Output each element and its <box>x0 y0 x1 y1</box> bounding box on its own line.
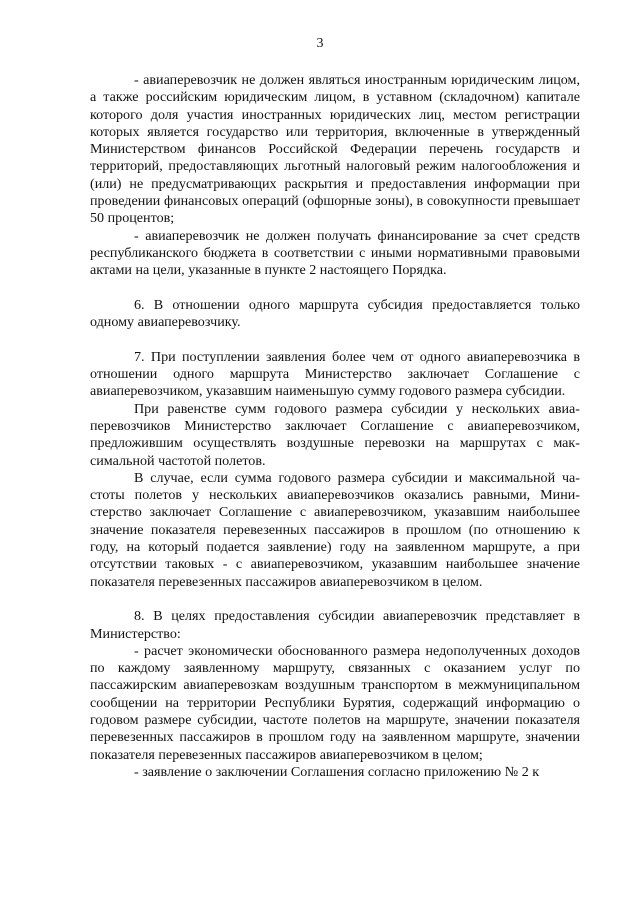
paragraph-spacer <box>90 280 580 297</box>
paragraph-budget-financing-condition: - авиаперевозчик не должен получать финансирование за счет средств республиканского бюджета в соответствии с иными нормативными правовыми актами на цели, указанные в пункте 2 настоящего Порядка. <box>90 227 580 279</box>
paragraph-spacer <box>90 591 580 608</box>
paragraph-spacer <box>90 331 580 348</box>
paragraph-item-6: 6. В отношении одного маршрута субсидия предоставляется только одному авиаперевозчику. <box>90 296 580 331</box>
paragraph-item-7: 7. При поступлении заявления более чем от одного авиаперевозчика в отношении одного маршрута Министерство заключает Соглашение с авиаперевозчиком, указавшим наименьшую сумму годового размера субсидии. <box>90 348 580 400</box>
paragraph-equal-subsidy: При равенстве сумм годового размера субсидии у нескольких авиаперевозчиков Министерство заключает Соглашение с авиаперевозчиком, предложившим осуществлять воздушные перевозки на маршрутах с максимальной частотой полетов. <box>90 400 580 469</box>
paragraph-income-calculation: - расчет экономически обоснованного размера недополученных доходов по каждому заявленному маршруту, связанных с оказанием услуг по пассажирским авиаперевозкам воздушным транспортом в межмуниципальном сообщении на территории Республики Бурятия, содержащий информацию о годовом размере субсидии, частоте полетов на маршруте, значении показателя перевезенных пассажиров в прошлом году на заявленном маршруте, значении показателя перевезенных пассажиров авиаперевозчиком в целом; <box>90 642 580 763</box>
paragraph-item-8: 8. В целях предоставления субсидии авиаперевозчик представляет в Министерство: <box>90 608 580 642</box>
paragraph-foreign-ownership-condition: - авиаперевозчик не должен являться иностранным юридическим лицом, а также российским юридическим лицом, в уставном (складочном) капитале которого доля участия иностранных юридических лиц, местом регистрации которых является государство или территория, включенные в утвержденный Министерством финансов Российской Федерации перечень государств и территорий, предоставляющих льготный налоговый режим налогообложения и (или) не предусматривающих раскрытия и предоставления информации при проведении финансовых операций (офшорные зоны), в совокупности превышает 50 процентов; <box>90 72 580 227</box>
document-body <box>90 72 580 781</box>
page-number: 3 <box>316 36 324 51</box>
paragraph-agreement-application: - заявление о заключении Соглашения согласно приложению № 2 к <box>134 763 540 780</box>
paragraph-equal-frequency: В случае, если сумма годового размера субсидии и максимальной частоты полетов у нескольких авиаперевозчиков оказались равными, Министерство заключает Соглашение с авиаперевозчиком, указавшим наибольшее значение показателя перевезенных пассажиров в прошлом (по отношению к году, на который подается заявление) году на заявленном маршруте, а при отсутствии таковых - с авиаперевозчиком, указавшим наибольшее значение показателя перевезенных пассажиров авиаперевозчиком в целом. <box>90 469 580 590</box>
